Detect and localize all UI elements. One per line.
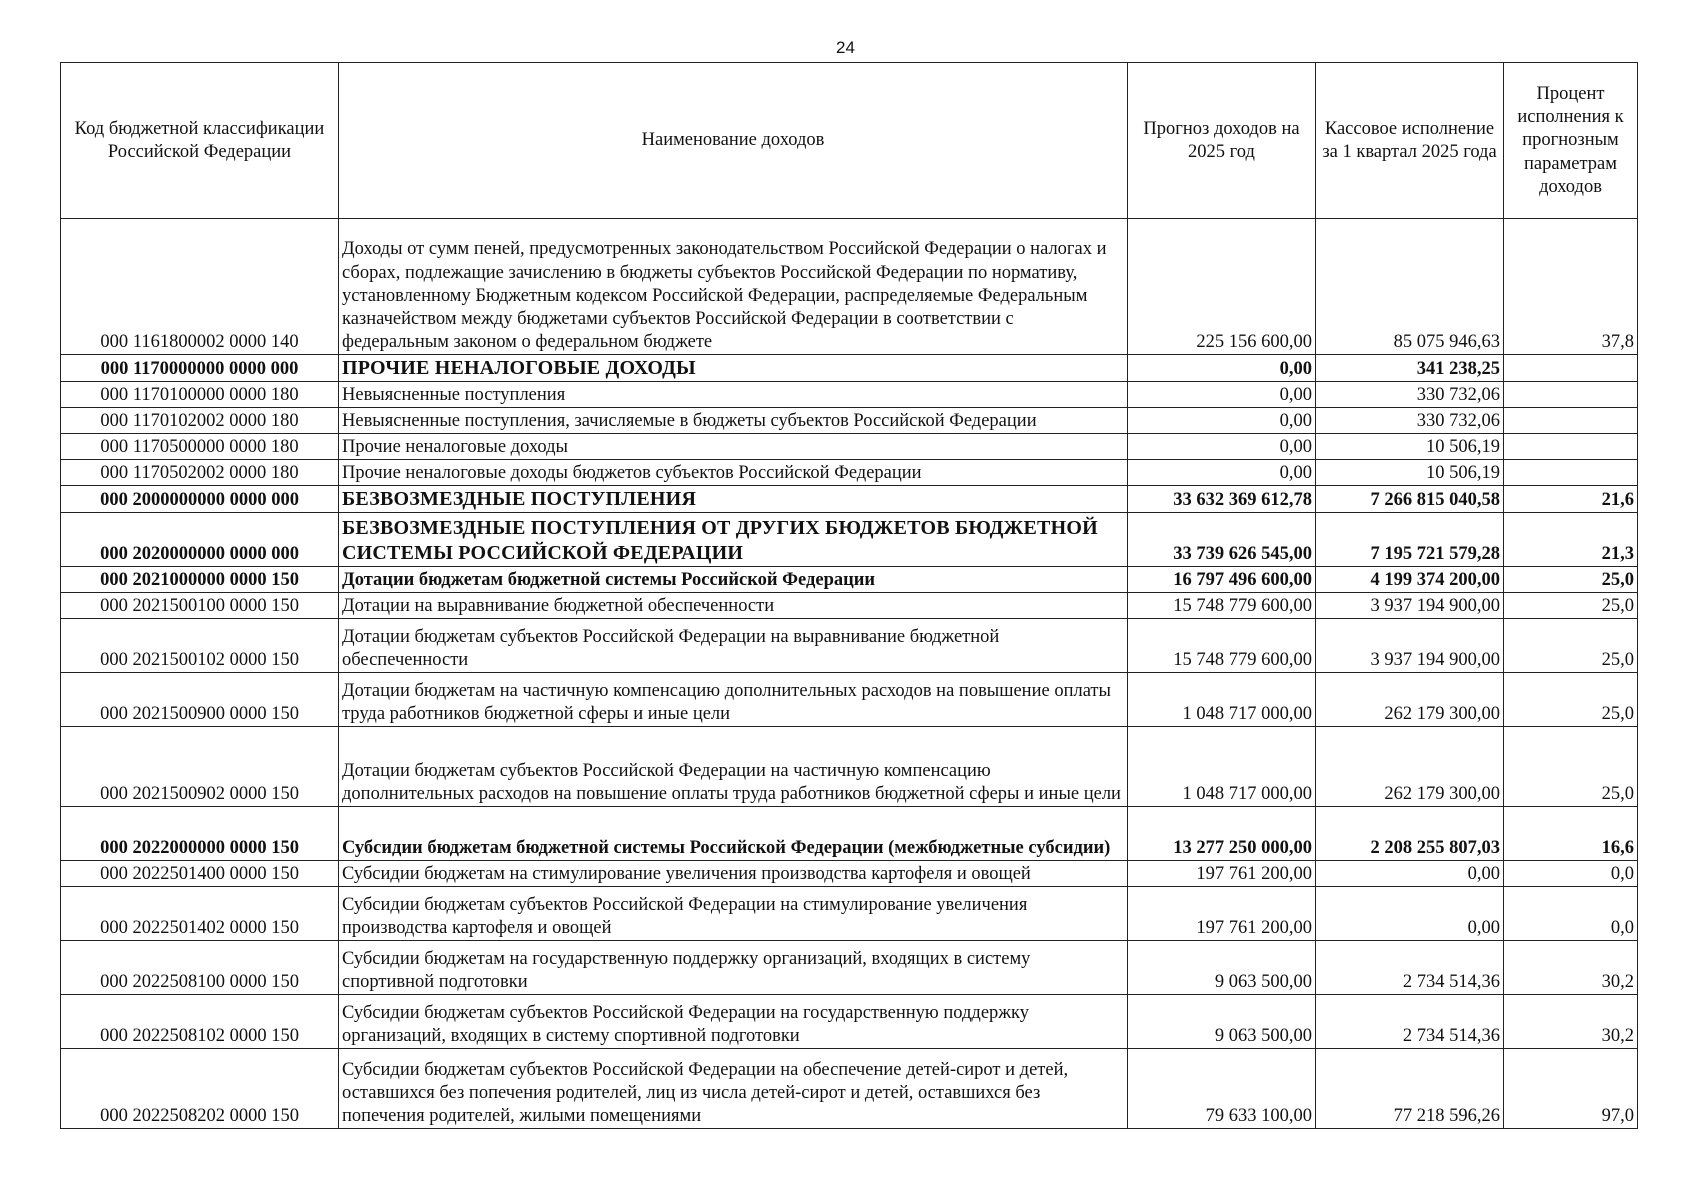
row-execution: 85 075 946,63 [1316, 219, 1504, 355]
row-code: 000 2021500100 0000 150 [61, 593, 339, 619]
row-percent: 25,0 [1504, 567, 1638, 593]
row-forecast: 0,00 [1128, 408, 1316, 434]
row-execution: 330 732,06 [1316, 382, 1504, 408]
row-code: 000 1170102002 0000 180 [61, 408, 339, 434]
row-code: 000 2021000000 0000 150 [61, 567, 339, 593]
row-name: Субсидии бюджетам субъектов Российской Федерации на стимулирование увеличения производства картофеля и овощей [339, 887, 1128, 941]
row-name: Субсидии бюджетам субъектов Российской Федерации на государственную поддержку организаций, входящих в систему спортивной подготовки [339, 995, 1128, 1049]
table-row [61, 355, 1638, 382]
row-forecast: 9 063 500,00 [1128, 995, 1316, 1049]
row-name: БЕЗВОЗМЕЗДНЫЕ ПОСТУПЛЕНИЯ ОТ ДРУГИХ БЮДЖЕТОВ БЮДЖЕТНОЙ СИСТЕМЫ РОССИЙСКОЙ ФЕДЕРАЦИИ [339, 513, 1128, 567]
row-code: 000 2022501402 0000 150 [61, 887, 339, 941]
row-code: 000 1161800002 0000 140 [61, 219, 339, 355]
row-forecast: 197 761 200,00 [1128, 887, 1316, 941]
table-row [61, 593, 1638, 619]
row-forecast: 79 633 100,00 [1128, 1049, 1316, 1129]
row-execution: 3 937 194 900,00 [1316, 619, 1504, 673]
table-row [61, 219, 1638, 355]
row-execution: 330 732,06 [1316, 408, 1504, 434]
row-forecast: 1 048 717 000,00 [1128, 727, 1316, 807]
header-execution: Кассовое исполнение за 1 квартал 2025 года [1316, 63, 1504, 219]
row-percent: 21,3 [1504, 513, 1638, 567]
page-number: 24 [836, 38, 855, 57]
row-name: Дотации бюджетам на частичную компенсацию дополнительных расходов на повышение оплаты труда работников бюджетной сферы и иные цели [339, 673, 1128, 727]
row-forecast: 0,00 [1128, 434, 1316, 460]
table-header-row [61, 63, 1638, 219]
budget-revenue-table [60, 62, 1638, 1129]
row-execution: 2 734 514,36 [1316, 941, 1504, 995]
row-execution: 0,00 [1316, 861, 1504, 887]
row-code: 000 2022501400 0000 150 [61, 861, 339, 887]
row-execution: 2 734 514,36 [1316, 995, 1504, 1049]
table-row [61, 567, 1638, 593]
row-execution: 7 195 721 579,28 [1316, 513, 1504, 567]
row-name: Невыясненные поступления [339, 382, 1128, 408]
row-forecast: 13 277 250 000,00 [1128, 807, 1316, 861]
row-name: Дотации бюджетам субъектов Российской Федерации на выравнивание бюджетной обеспеченности [339, 619, 1128, 673]
table-row [61, 434, 1638, 460]
row-forecast: 9 063 500,00 [1128, 941, 1316, 995]
row-percent: 25,0 [1504, 673, 1638, 727]
row-execution: 10 506,19 [1316, 434, 1504, 460]
table-row [61, 513, 1638, 567]
row-name: Субсидии бюджетам субъектов Российской Федерации на обеспечение детей-сирот и детей, оставшихся без попечения родителей, лиц из числа детей-сирот и детей, оставшихся без попечения родителей, жилыми помещениями [339, 1049, 1128, 1129]
row-percent: 21,6 [1504, 486, 1638, 513]
header-forecast: Прогноз доходов на 2025 год [1128, 63, 1316, 219]
row-code: 000 1170100000 0000 180 [61, 382, 339, 408]
table-row [61, 941, 1638, 995]
table-row [61, 673, 1638, 727]
table-row [61, 408, 1638, 434]
row-forecast: 0,00 [1128, 382, 1316, 408]
row-code: 000 2021500902 0000 150 [61, 727, 339, 807]
table-row [61, 727, 1638, 807]
row-code: 000 1170500000 0000 180 [61, 434, 339, 460]
row-execution: 2 208 255 807,03 [1316, 807, 1504, 861]
row-code: 000 2022508100 0000 150 [61, 941, 339, 995]
header-name: Наименование доходов [339, 63, 1128, 219]
row-name: Прочие неналоговые доходы бюджетов субъектов Российской Федерации [339, 460, 1128, 486]
row-percent: 25,0 [1504, 593, 1638, 619]
row-forecast: 0,00 [1128, 460, 1316, 486]
row-code: 000 2000000000 0000 000 [61, 486, 339, 513]
row-percent: 30,2 [1504, 995, 1638, 1049]
row-forecast: 15 748 779 600,00 [1128, 619, 1316, 673]
row-percent [1504, 408, 1638, 434]
header-code: Код бюджетной классификации Российской Федерации [61, 63, 339, 219]
row-forecast: 33 632 369 612,78 [1128, 486, 1316, 513]
row-code: 000 2021500900 0000 150 [61, 673, 339, 727]
table-row [61, 486, 1638, 513]
row-name: Субсидии бюджетам бюджетной системы Российской Федерации (межбюджетные субсидии) [339, 807, 1128, 861]
row-percent [1504, 460, 1638, 486]
row-forecast: 0,00 [1128, 355, 1316, 382]
row-percent: 16,6 [1504, 807, 1638, 861]
table-row [61, 460, 1638, 486]
row-forecast: 16 797 496 600,00 [1128, 567, 1316, 593]
row-execution: 262 179 300,00 [1316, 673, 1504, 727]
row-execution: 77 218 596,26 [1316, 1049, 1504, 1129]
row-name: Субсидии бюджетам на стимулирование увеличения производства картофеля и овощей [339, 861, 1128, 887]
row-percent: 37,8 [1504, 219, 1638, 355]
row-percent [1504, 382, 1638, 408]
row-execution: 4 199 374 200,00 [1316, 567, 1504, 593]
row-code: 000 2022000000 0000 150 [61, 807, 339, 861]
row-execution: 10 506,19 [1316, 460, 1504, 486]
table-row [61, 382, 1638, 408]
header-percent: Процент исполнения к прогнозным параметрам доходов [1504, 63, 1638, 219]
row-code: 000 2022508202 0000 150 [61, 1049, 339, 1129]
row-percent [1504, 355, 1638, 382]
table-row [61, 807, 1638, 861]
row-forecast: 197 761 200,00 [1128, 861, 1316, 887]
row-code: 000 2020000000 0000 000 [61, 513, 339, 567]
row-forecast: 15 748 779 600,00 [1128, 593, 1316, 619]
table-row [61, 619, 1638, 673]
row-name: Прочие неналоговые доходы [339, 434, 1128, 460]
row-forecast: 1 048 717 000,00 [1128, 673, 1316, 727]
row-percent: 25,0 [1504, 619, 1638, 673]
row-name: ПРОЧИЕ НЕНАЛОГОВЫЕ ДОХОДЫ [339, 355, 1128, 382]
row-name: Дотации на выравнивание бюджетной обеспеченности [339, 593, 1128, 619]
row-percent: 25,0 [1504, 727, 1638, 807]
row-execution: 341 238,25 [1316, 355, 1504, 382]
row-code: 000 1170000000 0000 000 [61, 355, 339, 382]
row-code: 000 2021500102 0000 150 [61, 619, 339, 673]
row-name: Субсидии бюджетам на государственную поддержку организаций, входящих в систему спортивной подготовки [339, 941, 1128, 995]
row-execution: 3 937 194 900,00 [1316, 593, 1504, 619]
table-row [61, 887, 1638, 941]
table-row [61, 861, 1638, 887]
row-percent: 0,0 [1504, 861, 1638, 887]
row-percent: 0,0 [1504, 887, 1638, 941]
row-code: 000 1170502002 0000 180 [61, 460, 339, 486]
table-row [61, 995, 1638, 1049]
row-percent: 97,0 [1504, 1049, 1638, 1129]
row-execution: 262 179 300,00 [1316, 727, 1504, 807]
row-name: Дотации бюджетам субъектов Российской Федерации на частичную компенсацию дополнительных расходов на повышение оплаты труда работников бюджетной сферы и иные цели [339, 727, 1128, 807]
row-percent [1504, 434, 1638, 460]
row-name: Невыясненные поступления, зачисляемые в бюджеты субъектов Российской Федерации [339, 408, 1128, 434]
row-name: БЕЗВОЗМЕЗДНЫЕ ПОСТУПЛЕНИЯ [339, 486, 1128, 513]
row-name: Доходы от сумм пеней, предусмотренных законодательством Российской Федерации о налогах и сборах, подлежащие зачислению в бюджеты субъектов Российской Федерации по нормативу, установленному Бюджетным кодексом Российской Федерации, распределяемые Федеральным казначейством между бюджетами субъектов Российской Федерации в соответствии с федеральным законом о федеральном бюджете [339, 219, 1128, 355]
row-name: Дотации бюджетам бюджетной системы Российской Федерации [339, 567, 1128, 593]
row-execution: 7 266 815 040,58 [1316, 486, 1504, 513]
table-row [61, 1049, 1638, 1129]
row-code: 000 2022508102 0000 150 [61, 995, 339, 1049]
row-execution: 0,00 [1316, 887, 1504, 941]
row-percent: 30,2 [1504, 941, 1638, 995]
row-forecast: 225 156 600,00 [1128, 219, 1316, 355]
row-forecast: 33 739 626 545,00 [1128, 513, 1316, 567]
